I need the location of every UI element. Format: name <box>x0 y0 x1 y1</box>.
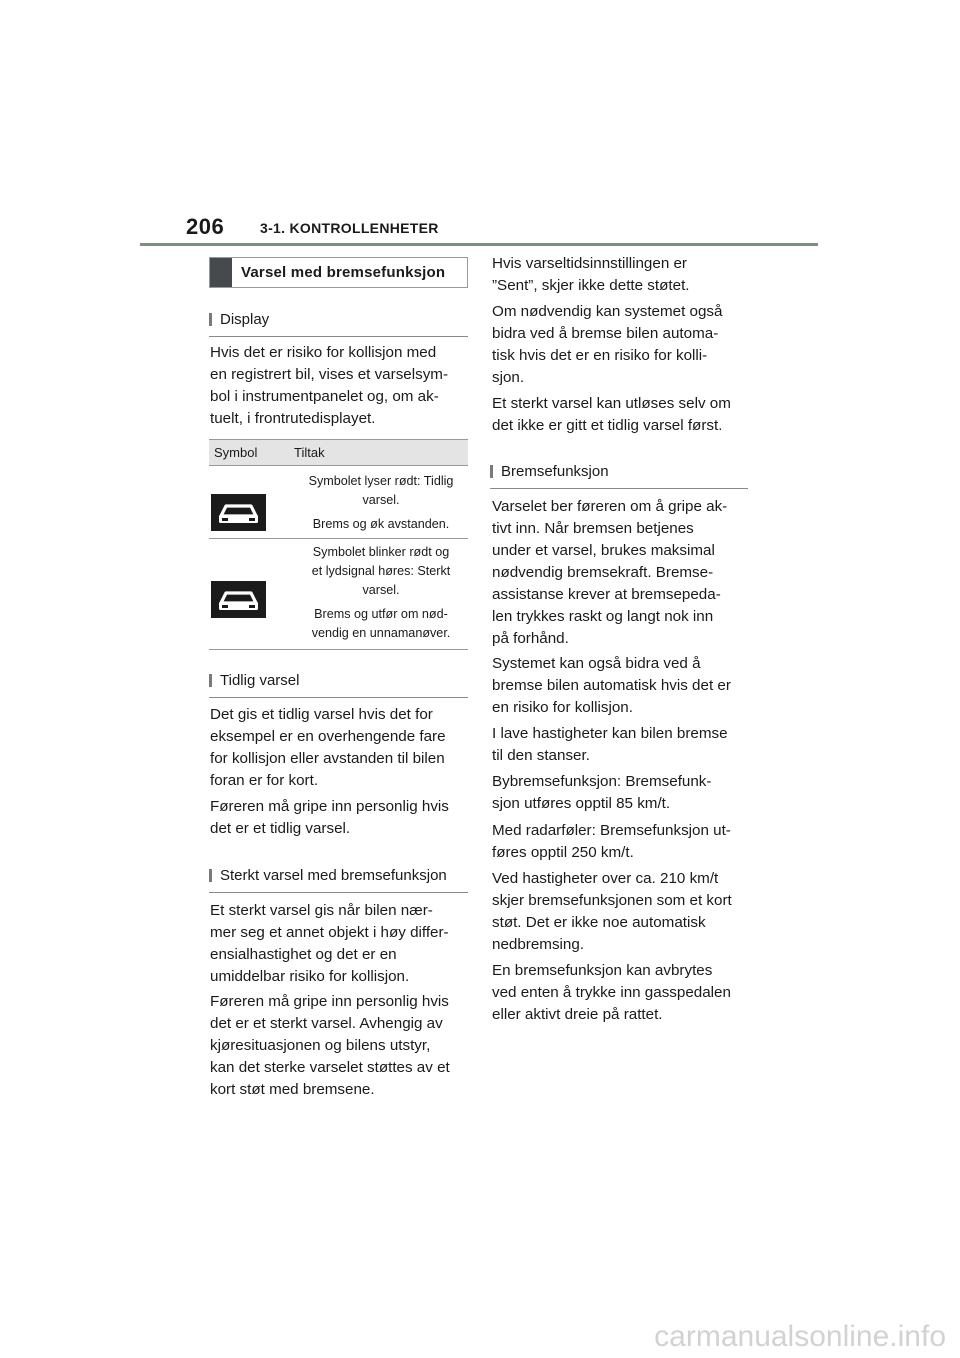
collision-warning-icon <box>211 494 266 531</box>
heading-text: Bremsefunksjon <box>501 463 609 480</box>
right-paragraph-3 <box>492 393 731 437</box>
chapter-title: 3-1. KONTROLLENHETER <box>260 220 439 236</box>
section-heading-strong <box>209 859 468 893</box>
text-line: skjer bremsefunksjonen som et kort <box>492 892 732 909</box>
early-paragraph-2 <box>210 796 449 840</box>
text-line: vendig en unnamanøver. <box>311 626 451 640</box>
heading-text: Tidlig varsel <box>220 672 300 689</box>
text-line: foran er for kort. <box>210 772 319 789</box>
text-line: bidra ved å bremse bilen automa- <box>492 325 719 342</box>
text-line: ved enten å trykke inn gasspedalen <box>492 984 731 1001</box>
text-line: tivt inn. Når bremsen betjenes <box>492 520 694 537</box>
table-row <box>209 539 468 650</box>
right-paragraph-1 <box>492 253 690 297</box>
right-paragraph-7 <box>492 771 711 815</box>
early-paragraph-1 <box>210 704 446 792</box>
text-line: støt. Det er ikke noe automatisk <box>492 914 706 931</box>
text-line: kjøresituasjonen og bilens utstyr, <box>210 1037 431 1054</box>
text-line: tuelt, i frontrutedisplayet. <box>210 410 376 427</box>
text-line: sjon utføres opptil 85 km/t. <box>492 795 671 812</box>
text-line: Ved hastigheter over ca. 210 km/t <box>492 870 719 887</box>
text-line: Om nødvendig kan systemet også <box>492 303 723 320</box>
text-line: til den stanser. <box>492 747 590 764</box>
text-line: kan det sterke varselet støttes av et <box>210 1059 450 1076</box>
text-line: Et sterkt varsel gis når bilen nær- <box>210 902 433 919</box>
text-line: Det gis et tidlig varsel hvis det for <box>210 706 433 723</box>
text-line: Brems og utfør om nød- <box>314 607 448 621</box>
text-line: Et sterkt varsel kan utløses selv om <box>492 395 731 412</box>
action-paragraph <box>297 605 465 643</box>
column-header-action: Tiltak <box>294 445 325 460</box>
text-line: varsel. <box>362 583 400 597</box>
right-paragraph-4 <box>492 496 727 650</box>
action-paragraph <box>297 515 465 534</box>
text-line: en risiko for kollisjon. <box>492 699 633 716</box>
right-paragraph-2 <box>492 301 722 389</box>
table-row <box>209 466 468 539</box>
strong-paragraph-2 <box>210 991 450 1101</box>
text-line: eller aktivt dreie på rattet. <box>492 1006 663 1023</box>
text-line: det ikke er gitt et tidlig varsel først. <box>492 417 723 434</box>
text-line: for kollisjon eller avstanden til bilen <box>210 750 445 767</box>
text-line: Hvis varseltidsinnstillingen er <box>492 255 687 272</box>
text-line: føres opptil 250 km/t. <box>492 844 634 861</box>
text-line: Med radarføler: Bremsefunksjon ut- <box>492 822 731 839</box>
text-line: Føreren må gripe inn personlig hvis <box>210 798 449 815</box>
text-line: En bremsefunksjon kan avbrytes <box>492 962 713 979</box>
column-header-symbol: Symbol <box>214 445 258 460</box>
text-line: Brems og øk avstanden. <box>312 517 450 531</box>
text-line: mer seg et annet objekt i høy differ- <box>210 924 449 941</box>
heading-text: Sterkt varsel med bremsefunksjon <box>220 867 447 884</box>
text-line: Føreren må gripe inn personlig hvis <box>210 993 449 1010</box>
text-line: tisk hvis det er en risiko for kolli- <box>492 347 708 364</box>
right-paragraph-5 <box>492 653 731 719</box>
heading-marker <box>210 258 232 287</box>
action-paragraph <box>297 472 465 510</box>
text-line: eksempel er en overhengende fare <box>210 728 446 745</box>
action-paragraph <box>297 543 465 600</box>
header-rule <box>140 243 818 246</box>
action-text <box>297 472 465 539</box>
text-line: umiddelbar risiko for kollisjon. <box>210 968 410 985</box>
text-line: en registrert bil, vises et varselsym- <box>210 366 449 383</box>
section-heading-brake <box>490 455 748 489</box>
text-line: Symbolet blinker rødt og <box>312 545 450 559</box>
text-line: varsel. <box>362 493 400 507</box>
section-heading-early <box>209 664 468 698</box>
text-line: bol i instrumentpanelet og, om ak- <box>210 388 439 405</box>
text-line: Symbolet lyser rødt: Tidlig <box>308 474 454 488</box>
action-text <box>297 543 465 648</box>
text-line: kort støt med bremsene. <box>210 1081 375 1098</box>
text-line: på forhånd. <box>492 630 569 647</box>
strong-paragraph-1 <box>210 900 449 988</box>
section-heading-main <box>209 257 468 288</box>
display-paragraph <box>210 342 448 430</box>
text-line: Hvis det er risiko for kollisjon med <box>210 344 437 361</box>
text-line: assistanse krever at bremsepeda- <box>492 586 721 603</box>
symbol-table <box>209 439 468 650</box>
right-paragraph-6 <box>492 723 728 767</box>
text-line: under et varsel, brukes maksimal <box>492 542 715 559</box>
right-paragraph-8 <box>492 820 731 864</box>
page-number: 206 <box>186 214 225 239</box>
right-paragraph-9 <box>492 868 732 956</box>
text-line: ”Sent”, skjer ikke dette støtet. <box>492 277 690 294</box>
text-line: len trykkes raskt og langt nok inn <box>492 608 714 625</box>
text-line: Systemet kan også bidra ved å <box>492 655 701 672</box>
text-line: Bybremsefunksjon: Bremsefunk- <box>492 773 712 790</box>
right-paragraph-10 <box>492 960 731 1026</box>
text-line: et lydsignal høres: Sterkt <box>311 564 451 578</box>
text-line: sjon. <box>492 369 525 386</box>
text-line: det er et tidlig varsel. <box>210 820 351 837</box>
text-line: nedbremsing. <box>492 936 585 953</box>
section-heading-display <box>209 303 468 337</box>
text-line: det er et sterkt varsel. Avhengig av <box>210 1015 443 1032</box>
text-line: I lave hastigheter kan bilen bremse <box>492 725 728 742</box>
collision-warning-flashing-icon <box>211 581 266 618</box>
text-line: ensialhastighet og det er en <box>210 946 397 963</box>
table-header <box>209 439 468 466</box>
heading-text: Varsel med bremsefunksjon <box>241 264 446 281</box>
watermark: carmanualsonline.info <box>654 1320 946 1353</box>
text-line: bremse bilen automatisk hvis det er <box>492 677 731 694</box>
text-line: Varselet ber føreren om å gripe ak- <box>492 498 728 515</box>
heading-text: Display <box>220 311 270 328</box>
text-line: nødvendig bremsekraft. Bremse- <box>492 564 714 581</box>
